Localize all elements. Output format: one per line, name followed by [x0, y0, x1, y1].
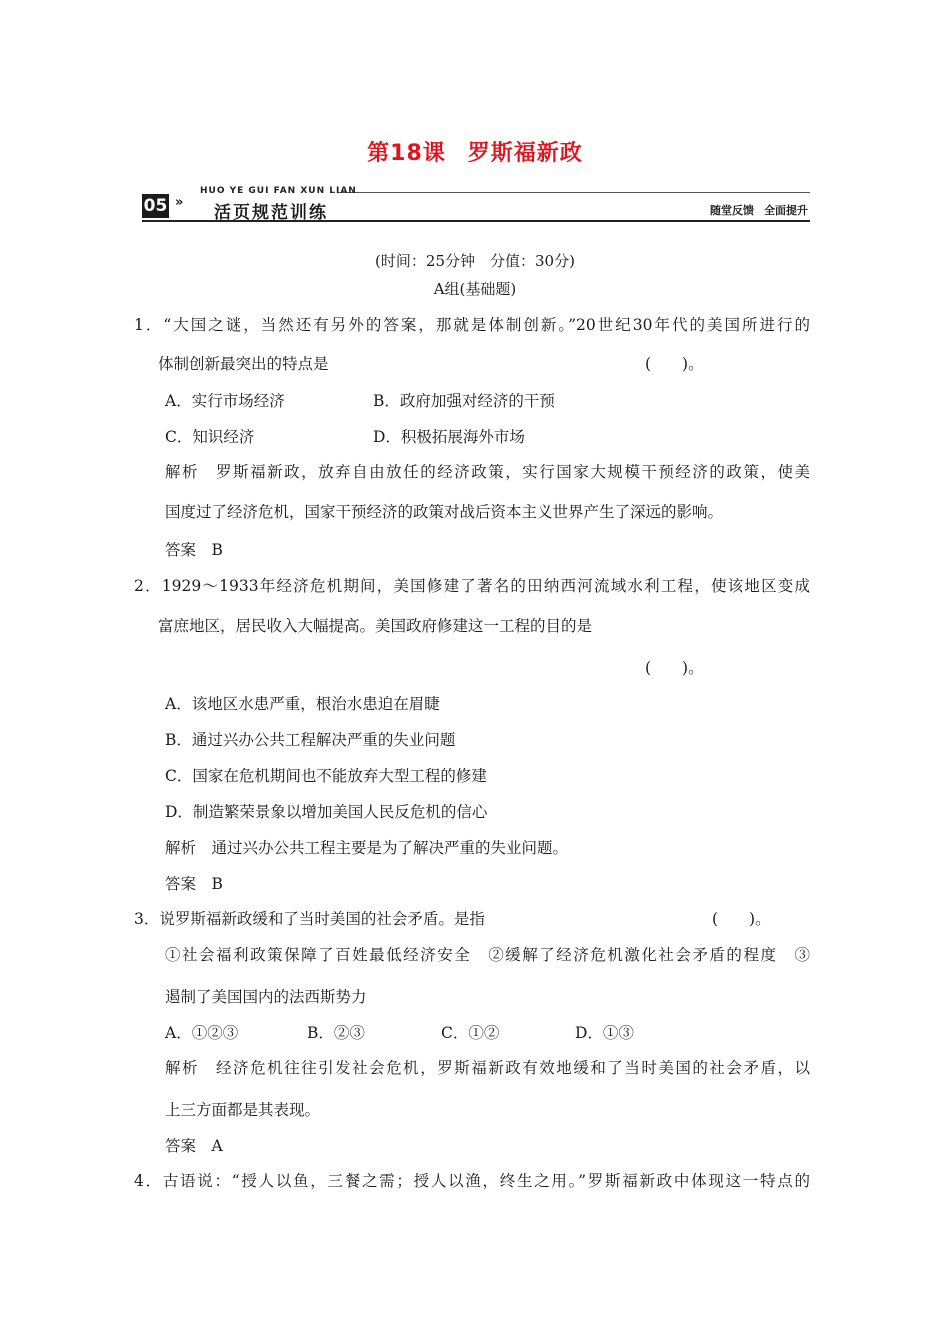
q1-option-b: B．政府加强对经济的干预 — [373, 392, 555, 410]
section-banner — [142, 186, 810, 224]
banner-top-rule — [338, 192, 810, 193]
q2-option-a: A．该地区水患严重，根治水患迫在眉睫 — [165, 695, 440, 713]
q3-answer: 答案 A — [165, 1137, 223, 1155]
banner-tagline: 随堂反馈 全面提升 — [710, 204, 808, 217]
q2-option-b: B．通过兴办公共工程解决严重的失业问题 — [165, 731, 456, 749]
q1-stem-line2: 体制创新最突出的特点是 — [158, 355, 329, 373]
q1-stem-line1: 1．“大国之谜，当然还有另外的答案，那就是体制创新。”20世纪30年代的美国所进行的 — [134, 316, 810, 334]
banner-pinyin: HUO YE GUI FAN XUN LIAN — [200, 186, 357, 196]
q3-option-b: B．②③ — [307, 1024, 365, 1042]
q2-stem-line1: 2．1929～1933年经济危机期间，美国修建了著名的田纳西河流域水利工程，使该地区变成 — [134, 577, 810, 595]
q1-option-d: D．积极拓展海外市场 — [373, 428, 525, 446]
q3-analysis-line2: 上三方面都是其表现。 — [165, 1101, 321, 1119]
q2-option-c: C．国家在危机期间也不能放弃大型工程的修建 — [165, 767, 487, 785]
banner-title: 活页规范训练 — [214, 203, 328, 223]
q3-items-line2: 遏制了美国国内的法西斯势力 — [165, 988, 367, 1006]
q2-analysis-line1: 解析 通过兴办公共工程主要是为了解决严重的失业问题。 — [165, 839, 569, 857]
q2-answer: 答案 B — [165, 875, 223, 893]
page-title — [0, 136, 950, 167]
q3-analysis-line1: 解析 经济危机往往引发社会危机，罗斯福新政有效地缓和了当时美国的社会矛盾，以 — [165, 1059, 810, 1077]
q1-option-c: C．知识经济 — [165, 428, 255, 446]
group-label: A组(基础题) — [433, 280, 517, 298]
q3-option-a: A．①②③ — [165, 1024, 239, 1042]
q4-stem-line1: 4．古语说：“授人以鱼，三餐之需；授人以渔，终生之用。”罗斯福新政中体现这一特点的 — [134, 1172, 810, 1190]
lesson-name: 罗斯福新政 — [467, 141, 583, 166]
q1-analysis-line1: 解析 罗斯福新政，放弃自由放任的经济政策，实行国家大规模干预经济的政策，使美 — [165, 463, 810, 481]
q3-stem-line1: 3．说罗斯福新政缓和了当时美国的社会矛盾。是指 — [134, 910, 485, 928]
banner-number-badge: 05 — [143, 196, 168, 216]
q2-option-d: D．制造繁荣景象以增加美国人民反危机的信心 — [165, 803, 488, 821]
q1-answer-blank: ( )。 — [645, 355, 704, 373]
q3-option-c: C．①② — [441, 1024, 500, 1042]
q3-answer-blank: ( )。 — [712, 910, 771, 928]
lesson-number: 第18课 — [367, 141, 446, 166]
q2-stem-line2: 富庶地区，居民收入大幅提高。美国政府修建这一工程的目的是 — [158, 617, 593, 635]
banner-bottom-rule — [142, 220, 810, 222]
double-chevron-icon: » — [175, 195, 184, 210]
q3-option-d: D．①③ — [575, 1024, 634, 1042]
q2-answer-blank: ( )。 — [645, 659, 704, 677]
q1-answer: 答案 B — [165, 541, 223, 559]
q3-items-line1: ①社会福利政策保障了百姓最低经济安全 ②缓解了经济危机激化社会矛盾的程度 ③ — [165, 946, 810, 964]
time-score-info: (时间：25分钟 分值：30分) — [375, 252, 575, 270]
q1-analysis-line2: 国度过了经济危机，国家干预经济的政策对战后资本主义世界产生了深远的影响。 — [165, 503, 724, 521]
q1-option-a: A．实行市场经济 — [165, 392, 285, 410]
